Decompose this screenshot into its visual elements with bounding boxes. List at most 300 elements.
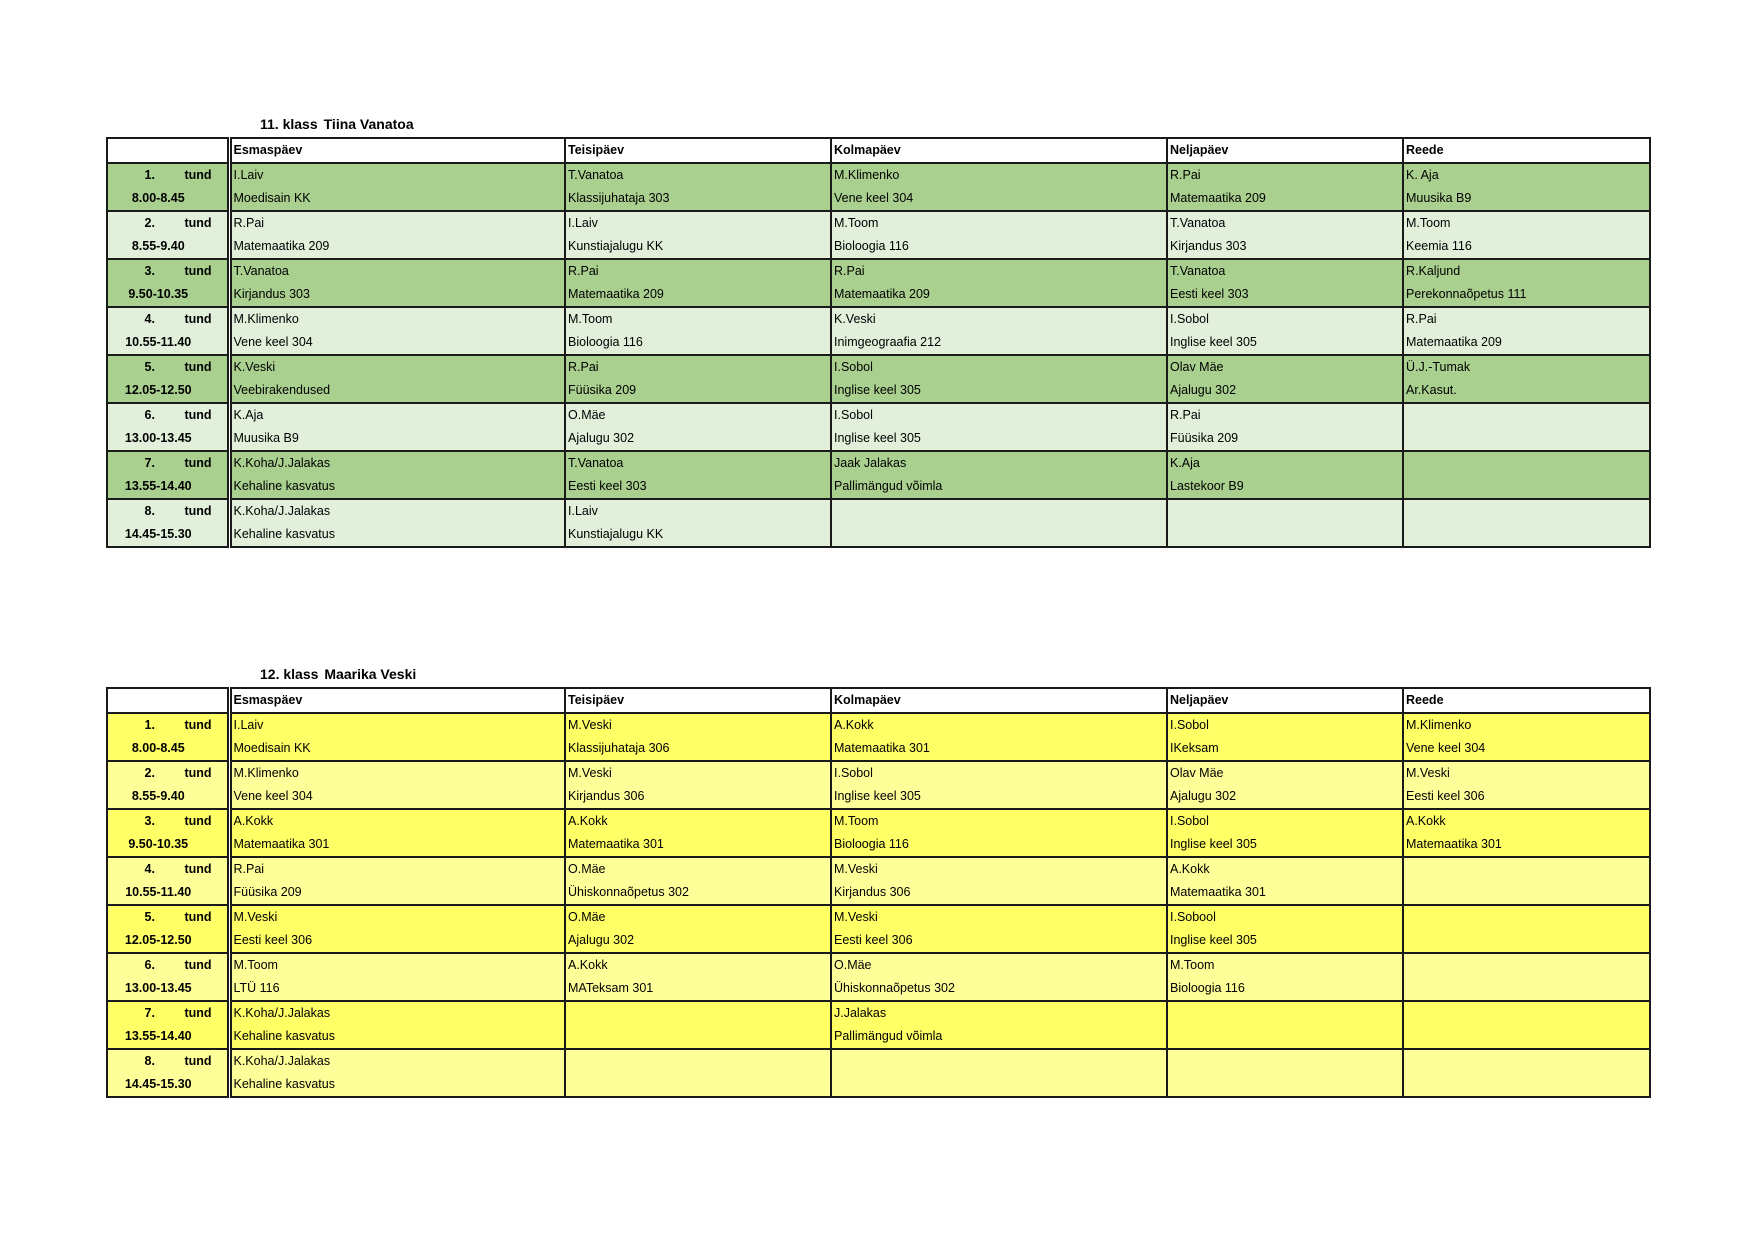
lesson-cell — [229, 451, 565, 499]
lesson-teacher: A.Kokk — [568, 958, 608, 972]
lesson-cell — [1167, 163, 1403, 211]
lesson-teacher: M.Klimenko — [233, 312, 299, 326]
lesson-subject-room: Kirjandus 303 — [233, 287, 310, 301]
timetable-12-klass — [106, 687, 1651, 1098]
lesson-teacher: M.Toom — [568, 312, 613, 326]
lesson-cell — [831, 211, 1167, 259]
lesson-subject-room: Moedisain KK — [233, 191, 311, 205]
lesson-subject-room — [1404, 427, 1649, 450]
period-time: 10.55-11.40 — [125, 335, 192, 349]
period-word: tund — [184, 360, 212, 374]
lesson-subject-room: Muusika B9 — [1406, 191, 1472, 205]
lesson-teacher: M.Veski — [568, 718, 612, 732]
lesson-cell — [1167, 761, 1403, 809]
lesson-cell — [1403, 259, 1650, 307]
period-time: 13.00-13.45 — [124, 981, 192, 995]
lesson-subject-room: Ajalugu 302 — [1170, 383, 1237, 397]
lesson-teacher: M.Toom — [834, 216, 879, 230]
lesson-cell — [831, 403, 1167, 451]
lesson-subject-room: Muusika B9 — [233, 431, 299, 445]
lesson-cell — [1403, 163, 1650, 211]
lesson-teacher: I.Laiv — [568, 504, 598, 518]
lesson-cell — [565, 1001, 831, 1049]
lesson-cell — [831, 905, 1167, 953]
lesson-subject-room: Pallimängud võimla — [834, 479, 943, 493]
lesson-teacher — [832, 500, 1166, 523]
lesson-cell — [229, 1049, 565, 1097]
lesson-cell — [229, 905, 565, 953]
lesson-teacher: R.Pai — [1406, 312, 1437, 326]
lesson-subject-room: Ar.Kasut. — [1406, 383, 1457, 397]
period-cell — [107, 163, 229, 211]
lesson-teacher: A.Kokk — [834, 718, 874, 732]
period-number: 3. — [144, 264, 155, 278]
lesson-teacher: M.Toom — [233, 958, 278, 972]
lesson-cell — [565, 857, 831, 905]
day-header: Kolmapäev — [831, 138, 1167, 163]
period-row — [107, 857, 1650, 905]
lesson-subject-room: Vene keel 304 — [1406, 741, 1486, 755]
lesson-subject-room: Kehaline kasvatus — [233, 1029, 335, 1043]
period-word: tund — [184, 216, 212, 230]
lesson-subject-room — [1168, 523, 1402, 546]
lesson-teacher: M.Veski — [568, 766, 612, 780]
lesson-teacher — [1168, 500, 1402, 523]
lesson-subject-room: Füüsika 209 — [233, 885, 302, 899]
lesson-cell — [565, 761, 831, 809]
lesson-cell — [565, 905, 831, 953]
period-label — [108, 356, 227, 379]
period-row — [107, 259, 1650, 307]
lesson-subject-room: Bioloogia 116 — [568, 335, 643, 349]
lesson-subject-room: Matemaatika 209 — [834, 287, 930, 301]
period-cell — [107, 1001, 229, 1049]
lesson-subject-room — [832, 1073, 1166, 1096]
lesson-cell — [565, 451, 831, 499]
lesson-subject-room: MATeksam 301 — [568, 981, 654, 995]
period-number: 2. — [144, 216, 155, 230]
lesson-cell — [229, 713, 565, 761]
lesson-cell — [229, 307, 565, 355]
lesson-cell — [831, 355, 1167, 403]
period-label — [108, 212, 227, 235]
lesson-teacher: M.Klimenko — [1406, 718, 1472, 732]
period-cell — [107, 905, 229, 953]
lesson-cell — [1403, 761, 1650, 809]
lesson-subject-room: LTÜ 116 — [233, 981, 280, 995]
lesson-teacher: K.Veski — [834, 312, 876, 326]
lesson-cell — [1167, 211, 1403, 259]
lesson-teacher: O.Mäe — [568, 862, 606, 876]
lesson-cell — [831, 259, 1167, 307]
period-row — [107, 451, 1650, 499]
lesson-teacher — [1168, 1050, 1402, 1073]
lesson-subject-room: Pallimängud võimla — [834, 1029, 943, 1043]
lesson-subject-room: Füüsika 209 — [1170, 431, 1239, 445]
lesson-subject-room — [566, 1025, 830, 1048]
period-label — [108, 308, 227, 331]
lesson-subject-room: Kehaline kasvatus — [233, 479, 335, 493]
period-cell — [107, 259, 229, 307]
period-cell — [107, 211, 229, 259]
period-label — [108, 500, 227, 523]
lesson-teacher: R.Pai — [834, 264, 865, 278]
header-row — [107, 688, 1650, 713]
class-teacher: Tiina Vanatoa — [323, 116, 414, 132]
lesson-subject-room: Eesti keel 306 — [1406, 789, 1485, 803]
lesson-subject-room: Matemaatika 301 — [1406, 837, 1502, 851]
lesson-teacher: I.Sobol — [834, 408, 873, 422]
lesson-subject-room: Matemaatika 209 — [1170, 191, 1266, 205]
lesson-cell — [565, 355, 831, 403]
lesson-teacher: R.Kaljund — [1406, 264, 1461, 278]
lesson-cell — [565, 163, 831, 211]
lesson-cell — [1167, 953, 1403, 1001]
lesson-cell — [831, 1001, 1167, 1049]
lesson-teacher: T.Vanatoa — [568, 168, 624, 182]
period-label — [108, 954, 227, 977]
lesson-teacher: K.Koha/J.Jalakas — [233, 504, 331, 518]
period-row — [107, 809, 1650, 857]
period-row — [107, 499, 1650, 547]
lesson-cell — [1403, 211, 1650, 259]
lesson-teacher: T.Vanatoa — [568, 456, 624, 470]
lesson-subject-room: Eesti keel 306 — [834, 933, 913, 947]
lesson-teacher: K.Koha/J.Jalakas — [233, 1006, 331, 1020]
period-time: 12.05-12.50 — [124, 933, 192, 947]
lesson-cell — [1167, 355, 1403, 403]
period-label — [108, 404, 227, 427]
day-header: Neljapäev — [1167, 138, 1403, 163]
lesson-subject-room: Kirjandus 306 — [834, 885, 911, 899]
lesson-subject-room: Ajalugu 302 — [568, 431, 635, 445]
day-header: Reede — [1403, 138, 1650, 163]
period-row — [107, 905, 1650, 953]
lesson-teacher: M.Klimenko — [834, 168, 900, 182]
corner-cell — [107, 138, 229, 163]
lesson-teacher — [1404, 404, 1649, 427]
lesson-teacher: Olav Mäe — [1170, 766, 1224, 780]
period-row — [107, 1001, 1650, 1049]
day-header: Teisipäev — [565, 688, 831, 713]
period-row — [107, 211, 1650, 259]
lesson-subject-room — [1168, 1073, 1402, 1096]
lesson-teacher — [566, 1050, 830, 1073]
corner-cell — [107, 688, 229, 713]
lesson-cell — [831, 809, 1167, 857]
lesson-subject-room — [832, 523, 1166, 546]
lesson-cell — [1403, 1001, 1650, 1049]
period-number: 5. — [144, 910, 155, 924]
lesson-teacher — [1404, 954, 1649, 977]
lesson-cell — [831, 451, 1167, 499]
lesson-cell — [229, 953, 565, 1001]
lesson-subject-room — [1404, 929, 1649, 952]
period-word: tund — [184, 168, 212, 182]
lesson-cell — [229, 809, 565, 857]
lesson-cell — [1403, 451, 1650, 499]
period-label — [108, 452, 227, 475]
lesson-subject-room: Ajalugu 302 — [1170, 789, 1237, 803]
lesson-cell — [831, 953, 1167, 1001]
lesson-subject-room — [1404, 1025, 1649, 1048]
day-header: Kolmapäev — [831, 688, 1167, 713]
lesson-subject-room: Kehaline kasvatus — [233, 527, 335, 541]
lesson-subject-room: Inglise keel 305 — [1170, 933, 1257, 947]
period-time: 8.00-8.45 — [131, 741, 185, 755]
lesson-subject-room — [566, 1073, 830, 1096]
lesson-cell — [831, 857, 1167, 905]
lesson-cell — [565, 1049, 831, 1097]
lesson-cell — [831, 499, 1167, 547]
lesson-subject-room: Vene keel 304 — [233, 789, 313, 803]
lesson-teacher: K.Koha/J.Jalakas — [233, 1054, 331, 1068]
lesson-cell — [229, 355, 565, 403]
day-header: Esmaspäev — [229, 688, 565, 713]
lesson-teacher: R.Pai — [233, 862, 265, 876]
period-row — [107, 307, 1650, 355]
period-number: 8. — [144, 504, 155, 518]
lesson-subject-room — [1404, 881, 1649, 904]
lesson-cell — [1167, 713, 1403, 761]
lesson-teacher: I.Laiv — [233, 718, 264, 732]
lesson-subject-room: Inglise keel 305 — [834, 383, 921, 397]
period-number: 6. — [144, 408, 155, 422]
lesson-teacher — [1404, 1050, 1649, 1073]
lesson-cell — [1403, 857, 1650, 905]
lesson-subject-room — [1404, 475, 1649, 498]
lesson-teacher: K. Aja — [1406, 168, 1439, 182]
lesson-cell — [1167, 857, 1403, 905]
period-time: 9.50-10.35 — [128, 837, 189, 851]
period-label — [108, 1002, 227, 1025]
lesson-teacher — [1404, 1002, 1649, 1025]
lesson-subject-room: Perekonnaõpetus 111 — [1406, 287, 1527, 301]
lesson-subject-room: Matemaatika 209 — [233, 239, 330, 253]
lesson-cell — [1167, 1001, 1403, 1049]
lesson-cell — [229, 259, 565, 307]
lesson-teacher: I.Sobol — [1170, 718, 1209, 732]
lesson-subject-room: Kunstiajalugu KK — [568, 239, 664, 253]
period-cell — [107, 499, 229, 547]
lesson-cell — [565, 307, 831, 355]
period-cell — [107, 307, 229, 355]
period-word: tund — [184, 958, 212, 972]
lesson-cell — [1403, 713, 1650, 761]
lesson-subject-room: Lastekoor B9 — [1170, 479, 1244, 493]
period-time: 8.55-9.40 — [131, 239, 185, 253]
period-number: 7. — [144, 1006, 155, 1020]
lesson-cell — [1167, 1049, 1403, 1097]
lesson-subject-room: Kunstiajalugu KK — [568, 527, 664, 541]
period-word: tund — [184, 910, 212, 924]
lesson-teacher — [1168, 1002, 1402, 1025]
lesson-subject-room: Ühiskonnaõpetus 302 — [834, 981, 955, 995]
lesson-teacher: M.Toom — [1406, 216, 1451, 230]
period-time: 13.55-14.40 — [124, 1029, 192, 1043]
period-label — [108, 762, 227, 785]
lesson-cell — [1403, 1049, 1650, 1097]
period-cell — [107, 1049, 229, 1097]
lesson-subject-room: Matemaatika 209 — [1406, 335, 1502, 349]
header-row — [107, 138, 1650, 163]
lesson-cell — [229, 163, 565, 211]
period-cell — [107, 713, 229, 761]
lesson-teacher: I.Laiv — [233, 168, 264, 182]
lesson-subject-room: Klassijuhataja 303 — [568, 191, 670, 205]
lesson-subject-room: Ühiskonnaõpetus 302 — [568, 885, 689, 899]
lesson-subject-room: Bioloogia 116 — [834, 239, 909, 253]
period-row — [107, 355, 1650, 403]
lesson-subject-room: Matemaatika 209 — [568, 287, 664, 301]
period-number: 7. — [144, 456, 155, 470]
lesson-teacher: R.Pai — [568, 360, 599, 374]
schedule-title-11 — [260, 116, 414, 132]
day-header: Neljapäev — [1167, 688, 1403, 713]
lesson-cell — [1403, 809, 1650, 857]
period-label — [108, 810, 227, 833]
period-label — [108, 714, 227, 737]
lesson-teacher: A.Kokk — [1170, 862, 1210, 876]
lesson-teacher: O.Mäe — [568, 408, 606, 422]
period-label — [108, 906, 227, 929]
lesson-teacher: O.Mäe — [568, 910, 606, 924]
period-time: 14.45-15.30 — [124, 1077, 192, 1091]
period-time: 14.45-15.30 — [124, 527, 192, 541]
lesson-subject-room — [1168, 1025, 1402, 1048]
lesson-subject-room: Kehaline kasvatus — [233, 1077, 335, 1091]
lesson-teacher: M.Toom — [1170, 958, 1215, 972]
lesson-subject-room: Matemaatika 301 — [834, 741, 930, 755]
lesson-subject-room: Bioloogia 116 — [1170, 981, 1245, 995]
lesson-cell — [565, 713, 831, 761]
lesson-teacher: J.Jalakas — [834, 1006, 887, 1020]
period-number: 3. — [144, 814, 155, 828]
lesson-subject-room: Eesti keel 303 — [568, 479, 647, 493]
lesson-subject-room: Ajalugu 302 — [568, 933, 635, 947]
lesson-cell — [565, 499, 831, 547]
lesson-cell — [565, 259, 831, 307]
lesson-cell — [1403, 355, 1650, 403]
lesson-cell — [1167, 307, 1403, 355]
lesson-cell — [229, 211, 565, 259]
lesson-cell — [831, 307, 1167, 355]
lesson-teacher: A.Kokk — [233, 814, 274, 828]
period-label — [108, 858, 227, 881]
period-word: tund — [184, 456, 212, 470]
lesson-subject-room: Eesti keel 303 — [1170, 287, 1249, 301]
lesson-cell — [229, 857, 565, 905]
lesson-teacher: Olav Mäe — [1170, 360, 1224, 374]
period-number: 8. — [144, 1054, 155, 1068]
period-row — [107, 163, 1650, 211]
lesson-teacher: I.Sobol — [834, 766, 873, 780]
lesson-subject-room: Eesti keel 306 — [233, 933, 313, 947]
lesson-cell — [831, 163, 1167, 211]
period-cell — [107, 403, 229, 451]
lesson-subject-room: Veebirakendused — [233, 383, 331, 397]
period-time: 13.00-13.45 — [124, 431, 192, 445]
lesson-cell — [229, 1001, 565, 1049]
period-number: 4. — [144, 862, 155, 876]
day-header: Esmaspäev — [229, 138, 565, 163]
lesson-subject-room: Vene keel 304 — [834, 191, 914, 205]
day-header: Reede — [1403, 688, 1650, 713]
period-time: 13.55-14.40 — [124, 479, 192, 493]
lesson-subject-room: IKeksam — [1170, 741, 1219, 755]
lesson-teacher: I.Sobol — [834, 360, 873, 374]
lesson-cell — [565, 211, 831, 259]
lesson-teacher: M.Toom — [834, 814, 879, 828]
lesson-cell — [229, 761, 565, 809]
period-time: 8.00-8.45 — [131, 191, 185, 205]
lesson-cell — [1167, 259, 1403, 307]
lesson-teacher: M.Veski — [233, 910, 278, 924]
lesson-teacher: R.Pai — [1170, 408, 1201, 422]
lesson-cell — [1403, 905, 1650, 953]
lesson-teacher: R.Pai — [233, 216, 265, 230]
lesson-teacher: I.Sobol — [1170, 312, 1209, 326]
lesson-teacher — [1404, 452, 1649, 475]
period-word: tund — [184, 408, 212, 422]
schedule-title-12 — [260, 666, 416, 682]
lesson-teacher: A.Kokk — [568, 814, 608, 828]
lesson-cell — [1167, 403, 1403, 451]
period-row — [107, 1049, 1650, 1097]
lesson-subject-room: Inglise keel 305 — [1170, 837, 1257, 851]
lesson-cell — [565, 953, 831, 1001]
lesson-teacher — [1404, 500, 1649, 523]
lesson-teacher: M.Veski — [834, 862, 878, 876]
lesson-teacher: A.Kokk — [1406, 814, 1446, 828]
period-label — [108, 164, 227, 187]
lesson-subject-room: Matemaatika 301 — [233, 837, 330, 851]
lesson-teacher: R.Pai — [1170, 168, 1201, 182]
period-cell — [107, 451, 229, 499]
period-word: tund — [184, 504, 212, 518]
lesson-teacher: M.Veski — [834, 910, 878, 924]
lesson-cell — [565, 403, 831, 451]
period-label — [108, 260, 227, 283]
period-word: tund — [184, 1006, 212, 1020]
lesson-teacher: T.Vanatoa — [1170, 216, 1226, 230]
period-row — [107, 761, 1650, 809]
period-time: 10.55-11.40 — [125, 885, 192, 899]
lesson-cell — [229, 403, 565, 451]
period-number: 6. — [144, 958, 155, 972]
period-word: tund — [184, 718, 212, 732]
lesson-cell — [229, 499, 565, 547]
lesson-subject-room: Matemaatika 301 — [568, 837, 664, 851]
lesson-subject-room: Füüsika 209 — [568, 383, 637, 397]
lesson-teacher: I.Sobol — [1170, 814, 1209, 828]
period-cell — [107, 761, 229, 809]
lesson-teacher: I.Laiv — [568, 216, 598, 230]
lesson-subject-room: Inglise keel 305 — [1170, 335, 1257, 349]
lesson-teacher — [1404, 858, 1649, 881]
lesson-cell — [1167, 499, 1403, 547]
lesson-subject-room: Inglise keel 305 — [834, 431, 921, 445]
lesson-teacher: Ü.J.-Tumak — [1406, 360, 1471, 374]
lesson-cell — [1403, 953, 1650, 1001]
period-time: 8.55-9.40 — [131, 789, 185, 803]
lesson-teacher: I.Sobool — [1170, 910, 1216, 924]
day-header: Teisipäev — [565, 138, 831, 163]
lesson-teacher: Jaak Jalakas — [834, 456, 907, 470]
lesson-subject-room: Kirjandus 306 — [568, 789, 645, 803]
lesson-cell — [1167, 905, 1403, 953]
lesson-subject-room — [1404, 523, 1649, 546]
